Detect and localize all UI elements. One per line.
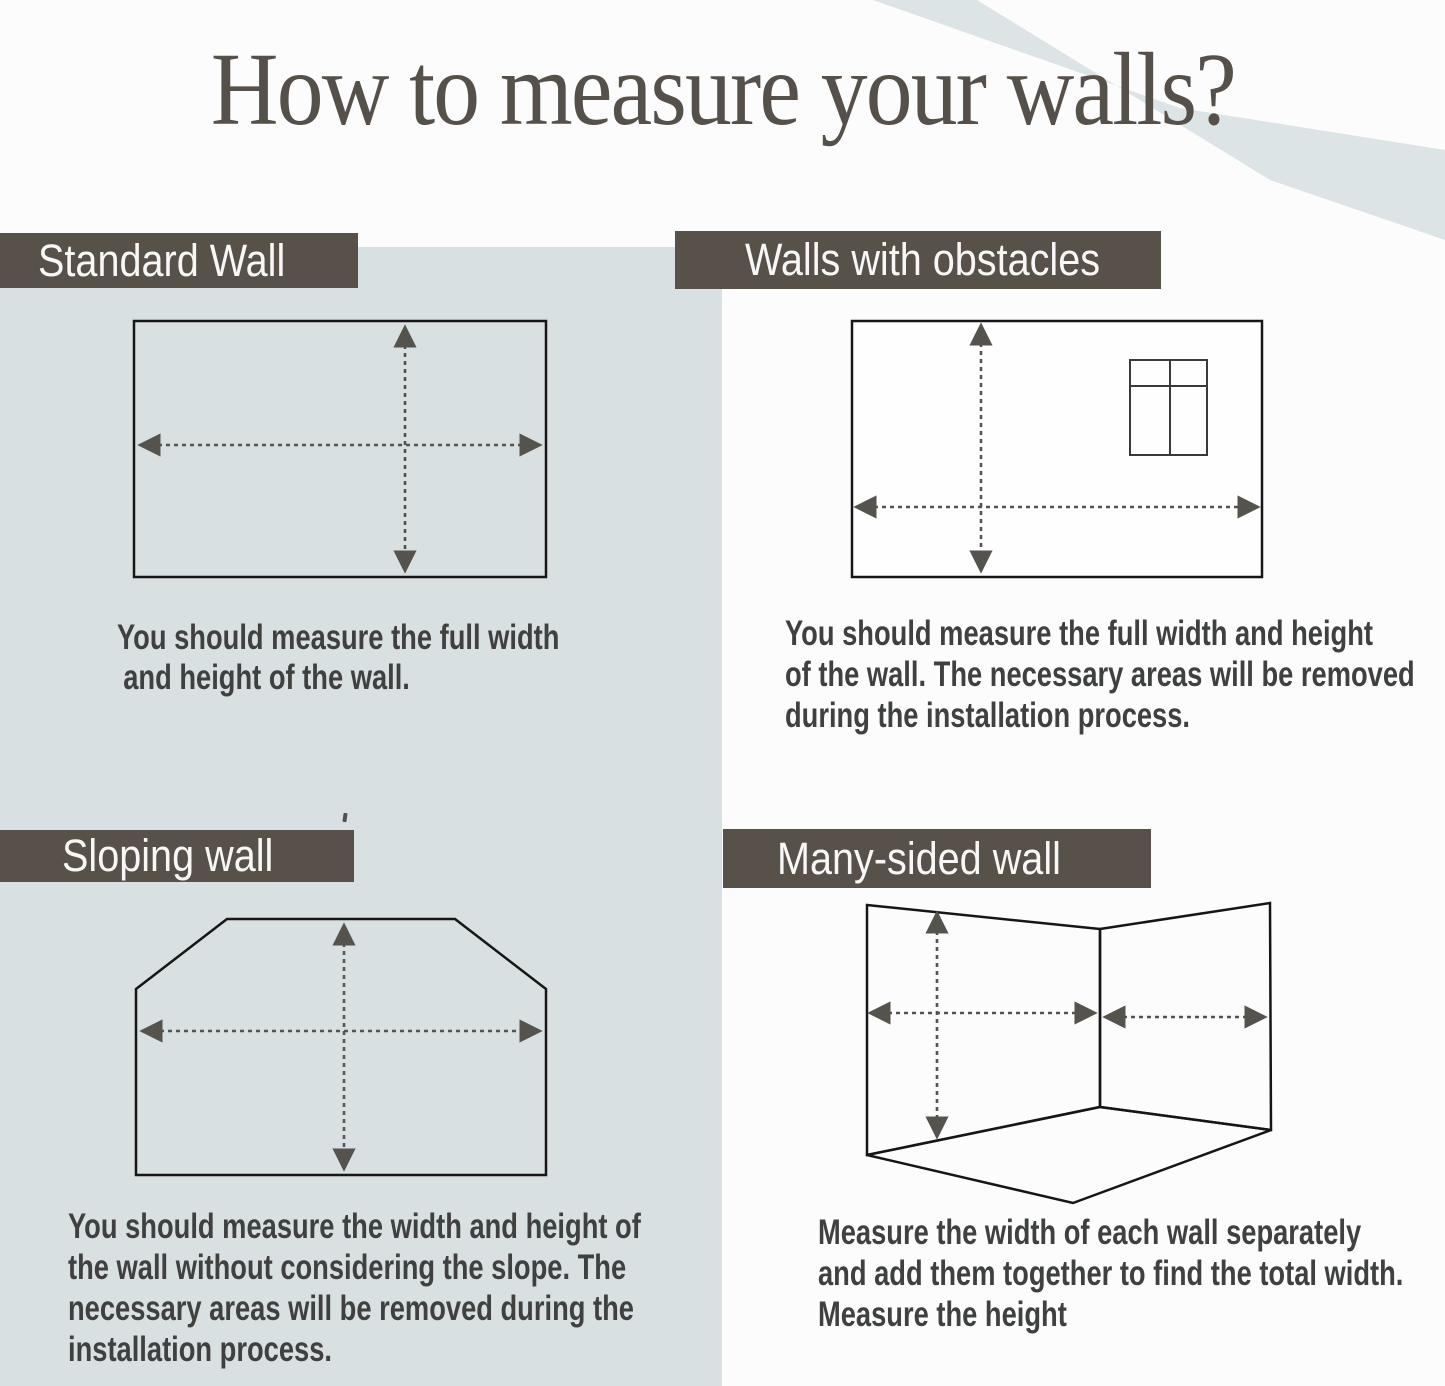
description-line: You should measure the width and height of [68,1207,641,1246]
description-line: of the wall. The necessary areas will be removed [785,655,1415,694]
section-header-walls-with-obstacles [675,231,1161,289]
standard-wall-description [117,618,559,698]
description-line: the wall without considering the slope. The [68,1248,627,1287]
corner-walls-outline [867,903,1271,1203]
many-sided-wall-diagram [840,880,1290,1220]
description-line: Measure the height [818,1295,1067,1334]
standard-wall-diagram [110,298,570,600]
description-line: during the installation process. [785,696,1191,735]
walls-with-obstacles-description [785,613,1415,736]
wall-with-obstacles-diagram [830,298,1280,600]
description-line: necessary areas will be removed during the [68,1289,634,1328]
section-header-label: Standard Wall [38,235,286,286]
description-line: and height of the wall. [123,658,410,697]
wall-outline [134,321,546,577]
section-header-sloping-wall [0,830,354,882]
description-line: installation process. [68,1330,332,1369]
description-line: You should measure the full width and height [785,614,1373,653]
floor [867,1107,1271,1203]
description-line: and add them together to find the total width. [818,1254,1404,1293]
description-line: Measure the width of each wall separately [818,1213,1362,1252]
section-header-label: Walls with obstacles [745,234,1101,285]
section-header-label: Many-sided wall [777,833,1061,884]
section-header-standard-wall [0,233,358,288]
sloping-wall-diagram [110,900,570,1192]
page-title-text: How to measure your walls? [210,32,1235,147]
sloping-wall-description [68,1206,641,1370]
wall-outline [136,919,546,1175]
description-line: You should measure the full width [117,618,560,657]
many-sided-wall-description [818,1212,1403,1335]
page-title [0,30,1445,149]
section-header-label: Sloping wall [62,830,274,881]
left-wall [867,905,1100,1155]
